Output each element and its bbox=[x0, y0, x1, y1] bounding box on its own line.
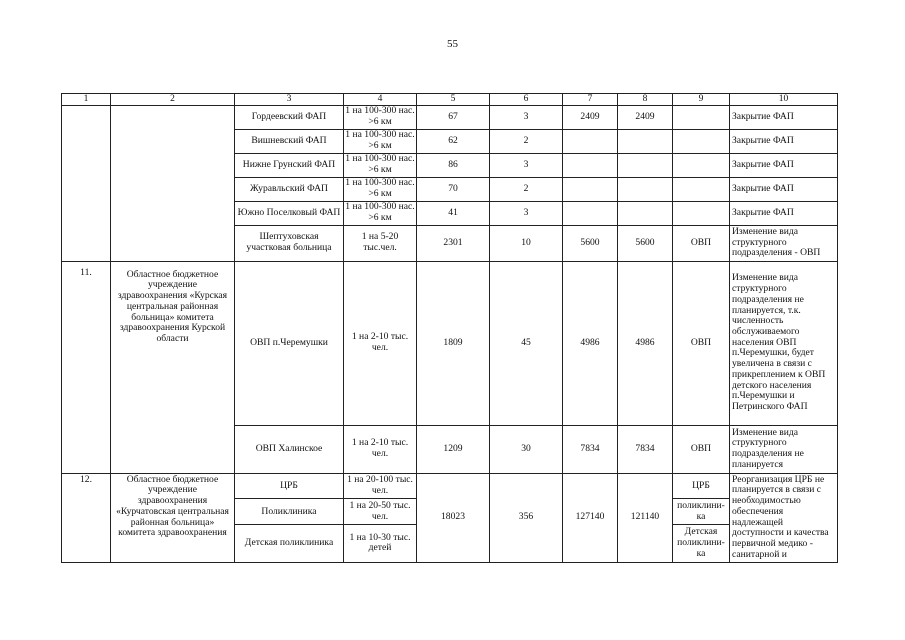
norm: 1 на 2-10 тыс. чел. bbox=[344, 261, 417, 425]
column-header: 6 bbox=[490, 94, 563, 106]
new-type: поликлини-ка bbox=[673, 499, 730, 525]
note: Изменение вида структурного подразделения не планируется bbox=[730, 425, 838, 473]
new-type: Детская поликлини-ка bbox=[673, 525, 730, 562]
value-8: 7834 bbox=[618, 425, 673, 473]
unit-name: Журавльский ФАП bbox=[235, 177, 344, 201]
column-header: 8 bbox=[618, 94, 673, 106]
unit-name: Поликлиника bbox=[235, 499, 344, 525]
unit-name: Гордеевский ФАП bbox=[235, 105, 344, 129]
population: 62 bbox=[417, 129, 490, 153]
row-number: 11. bbox=[62, 261, 111, 473]
table-row bbox=[62, 473, 838, 499]
value-8: 4986 bbox=[618, 261, 673, 425]
population: 67 bbox=[417, 105, 490, 129]
column-header: 9 bbox=[673, 94, 730, 106]
staff: 45 bbox=[490, 261, 563, 425]
note: Закрытие ФАП bbox=[730, 177, 838, 201]
staff: 10 bbox=[490, 225, 563, 261]
staff: 3 bbox=[490, 201, 563, 225]
new-type: ЦРБ bbox=[673, 473, 730, 499]
norm: 1 на 20-50 тыс. чел. bbox=[344, 499, 417, 525]
note: Закрытие ФАП bbox=[730, 153, 838, 177]
new-type bbox=[673, 105, 730, 129]
value-8: 2409 bbox=[618, 105, 673, 129]
norm: 1 на 100-300 нас. >6 км bbox=[345, 129, 415, 152]
unit-name: Нижне Грунский ФАП bbox=[235, 153, 344, 177]
row-number-cell bbox=[62, 105, 111, 261]
new-type bbox=[673, 153, 730, 177]
institution-name: Областное бюджетное учреждение здравоохранения «Курская центральная районная больница» комитета здравоохранения Курской области bbox=[111, 261, 235, 473]
health-facility-table bbox=[61, 93, 838, 563]
table-row bbox=[62, 105, 838, 129]
population: 70 bbox=[417, 177, 490, 201]
new-type: ОВП bbox=[673, 225, 730, 261]
value-7 bbox=[563, 129, 618, 153]
new-type bbox=[673, 177, 730, 201]
note: Изменение вида структурного подразделения - ОВП bbox=[730, 225, 838, 261]
column-header: 2 bbox=[111, 94, 235, 106]
unit-name: Шептуховская участковая больница bbox=[235, 225, 344, 261]
value-7: 4986 bbox=[563, 261, 618, 425]
value-8: 121140 bbox=[618, 473, 673, 562]
norm: 1 на 100-300 нас. >6 км bbox=[345, 177, 415, 200]
new-type bbox=[673, 201, 730, 225]
value-8 bbox=[618, 153, 673, 177]
population: 18023 bbox=[417, 473, 490, 562]
note: Реорганизация ЦРБ не планируется в связи с необходимостью обеспечения надлежащей доступности и качества первичной медико - санитарной и bbox=[730, 473, 838, 562]
institution-name: Областное бюджетное учреждение здравоохранения «Курчатовская центральная районная больница» комитета здравоохранения bbox=[111, 473, 235, 562]
norm: 1 на 5-20 тыс.чел. bbox=[344, 225, 417, 261]
column-header: 5 bbox=[417, 94, 490, 106]
staff: 3 bbox=[490, 105, 563, 129]
note: Закрытие ФАП bbox=[730, 201, 838, 225]
norm: 1 на 100-300 нас. >6 км bbox=[345, 105, 415, 128]
unit-name: Вишневский ФАП bbox=[235, 129, 344, 153]
value-7 bbox=[563, 153, 618, 177]
new-type: ОВП bbox=[673, 425, 730, 473]
institution-cell bbox=[111, 105, 235, 261]
norm: 1 на 20-100 тыс. чел. bbox=[344, 473, 417, 499]
population: 86 bbox=[417, 153, 490, 177]
value-7 bbox=[563, 177, 618, 201]
value-7: 7834 bbox=[563, 425, 618, 473]
unit-name: Южно Поселковый ФАП bbox=[235, 201, 344, 225]
staff: 356 bbox=[490, 473, 563, 562]
unit-name: Детская поликлиника bbox=[235, 525, 344, 562]
norm: 1 на 100-300 нас. >6 км bbox=[345, 153, 415, 176]
column-header: 3 bbox=[235, 94, 344, 106]
column-header: 7 bbox=[563, 94, 618, 106]
population: 2301 bbox=[417, 225, 490, 261]
staff: 2 bbox=[490, 177, 563, 201]
population: 1209 bbox=[417, 425, 490, 473]
page-number: 55 bbox=[447, 38, 458, 50]
norm: 1 на 10-30 тыс. детей bbox=[344, 525, 417, 562]
new-type: ОВП bbox=[673, 261, 730, 425]
population: 41 bbox=[417, 201, 490, 225]
column-header: 1 bbox=[62, 94, 111, 106]
note: Закрытие ФАП bbox=[730, 105, 838, 129]
value-8: 5600 bbox=[618, 225, 673, 261]
column-header-row bbox=[62, 94, 838, 106]
note: Изменение вида структурного подразделения не планируется, т.к. численность обслуживаемого населения ОВП п.Черемушки, будет увеличена в связи с прикреплением к ОВП детского населения п.Черемушки и Петринского ФАП bbox=[730, 261, 838, 425]
unit-name: ОВП Халинское bbox=[235, 425, 344, 473]
value-8 bbox=[618, 177, 673, 201]
note: Закрытие ФАП bbox=[730, 129, 838, 153]
value-7: 2409 bbox=[563, 105, 618, 129]
table-row bbox=[62, 261, 838, 425]
value-7: 5600 bbox=[563, 225, 618, 261]
value-7 bbox=[563, 201, 618, 225]
value-8 bbox=[618, 129, 673, 153]
value-8 bbox=[618, 201, 673, 225]
staff: 3 bbox=[490, 153, 563, 177]
staff: 30 bbox=[490, 425, 563, 473]
staff: 2 bbox=[490, 129, 563, 153]
unit-name: ОВП п.Черемушки bbox=[235, 261, 344, 425]
unit-name: ЦРБ bbox=[235, 473, 344, 499]
new-type bbox=[673, 129, 730, 153]
population: 1809 bbox=[417, 261, 490, 425]
row-number: 12. bbox=[62, 473, 111, 562]
column-header: 10 bbox=[730, 94, 838, 106]
norm: 1 на 100-300 нас. >6 км bbox=[345, 201, 415, 224]
norm: 1 на 2-10 тыс. чел. bbox=[344, 425, 417, 473]
column-header: 4 bbox=[344, 94, 417, 106]
value-7: 127140 bbox=[563, 473, 618, 562]
